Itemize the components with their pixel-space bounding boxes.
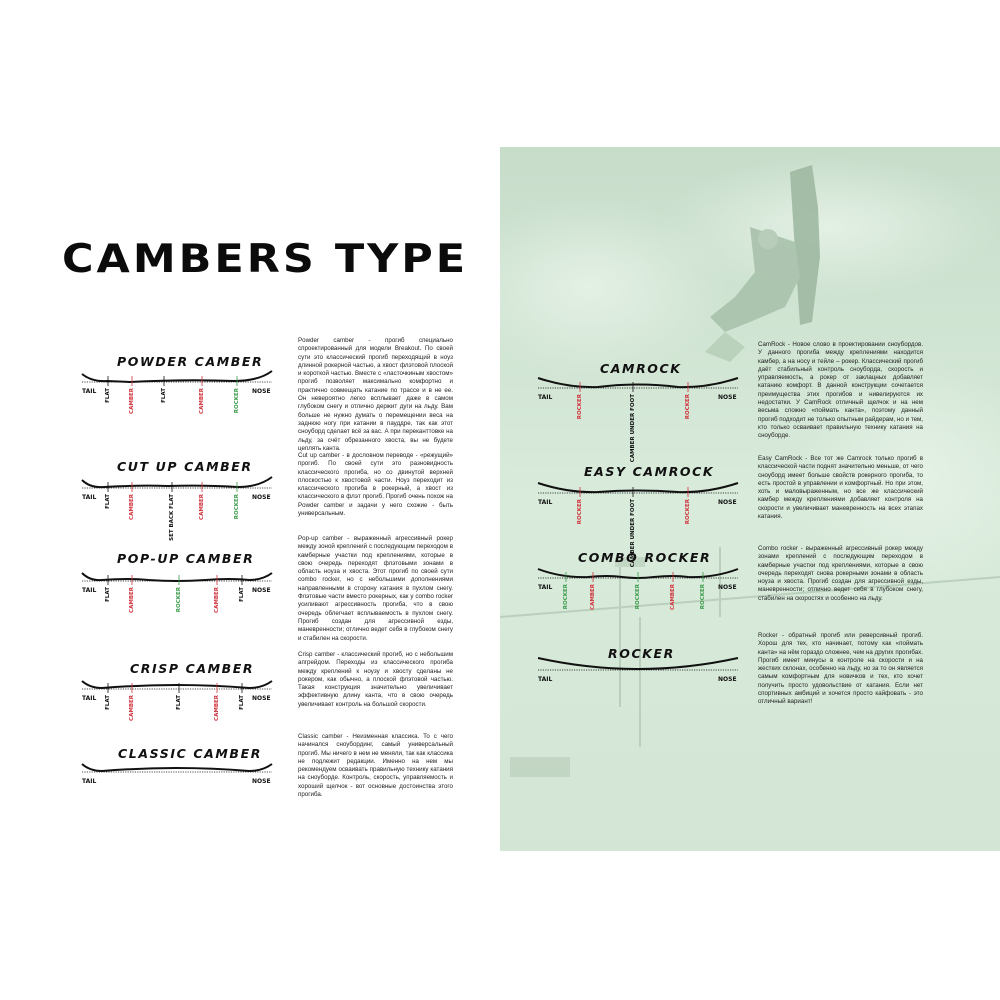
board-profile [82, 371, 272, 382]
camber-description-cutup: Cut up camber - в дословном переводе - «режущий» прогиб. По своей сути это разновидность классического прогиба, но со двинутой верхней плоскостью к хвостовой части. Ноуз переходит из классического прогиба в рокерный, а хвост из классического в флэт прогиб. Прогиб очень похож на Powder camber и задачи у него схожие - быть универсальным. [298, 452, 453, 518]
zone-label: SET BACK FLAT [169, 494, 175, 541]
camber-description-comborocker: Combo rocker - выраженный агрессивный рокер между зонами креплений с последующим переходом в камберные участки под креплениями, которые в свою очередь переходят снова рокерными зонами в область ноуза и хвоста. Прогиб создан для агрессивной езды, маневренности; отлично ведет себя в глубоком снегу, стабилен на скоростях и особенно на льду. [758, 545, 923, 602]
zone-label: ROCKER [234, 494, 240, 520]
camber-diagram-camrock [538, 378, 738, 418]
board-profile [538, 378, 738, 387]
camber-title-easycamrock: EASY CAMROCK [584, 464, 715, 479]
tail-label: TAIL [82, 494, 97, 501]
zone-label: ROCKER [635, 584, 641, 610]
nose-label: NOSE [718, 584, 737, 591]
zone-label: CAMBER [590, 584, 596, 610]
zone-label: FLAT [176, 695, 182, 710]
zone-label: FLAT [239, 695, 245, 710]
zone-label: ROCKER [685, 499, 691, 525]
zone-label: ROCKER [563, 584, 569, 610]
nose-label: NOSE [718, 676, 737, 683]
camber-description-powder: Powder camber - прогиб специально спроектированный для модели Breakout. По своей сути это классический прогиб переходящий в ноуз длинной рокерной частью, а хвост флэтовой плоской и короткой частью. Вместе с «ласточкиным хвостом» прогиб позволяет максимально комфортно и практично совмещать катание по трассе и в не ее. Он невероятно легко всплывает даже в самом глубоком снегу и отлично держит дуги на льду. Вам больше не нужно думать о перемещении веса на заднюю ногу при катании в пауддре, так как этот сноуборд сделает всё за вас. А при переканттовке на льду, за счёт обрезанного хвоста, вы не будете цеплять канта. [298, 337, 453, 452]
tail-label: TAIL [538, 499, 553, 506]
nose-label: NOSE [252, 778, 271, 785]
camber-title-rocker: ROCKER [608, 646, 675, 661]
zone-label: CAMBER UNDER FOOT [630, 499, 636, 568]
zone-label: FLAT [105, 695, 111, 710]
camber-description-easycamrock: Easy CamRock - Все тот же Camrock только прогиб в классической части поднят значительно меньше, от чего сноуборд имеет больше свойств рокерного прогиба, то есть простой в управлении и комфортный. Но при этом, хоть и маловыраженным, но все же классический камбер между креплениями добавляет контроля на скорости и увеличивает маневренность на всех этапах катания. [758, 455, 923, 521]
tail-label: TAIL [82, 587, 97, 594]
zone-label: CAMBER [199, 494, 205, 520]
zone-label: CAMBER [199, 388, 205, 414]
camber-title-cutup: CUT UP CAMBER [117, 459, 253, 474]
nose-label: NOSE [252, 388, 271, 395]
nose-label: NOSE [252, 587, 271, 594]
zone-label: CAMBER [670, 584, 676, 610]
camber-diagram-classic [82, 762, 272, 802]
tail-label: TAIL [82, 388, 97, 395]
board-profile [538, 658, 738, 669]
camber-description-classic: Classic camber - Неизменная классика. То с чего начинался сноубординг, самый универсальный прогиб. Мы ничего в нем не меняли, так как классика не подлежит редакции. Именно на нем мы рекомендуем осваивать правильную технику катания на сноуборде. Контроль, скорость, управляемость и хороший щелчок - вот основные достоинства этого прогиба. [298, 733, 453, 799]
tail-label: TAIL [538, 584, 553, 591]
camber-description-popup: Pop-up camber - выраженный агрессивный рокер между зоной креплений с последующим переходом в камберные участки под креплениями, которые в свою очередь переходят флэтовыми зонами в область ноуза и хвоста. Этот прогиб по своей сути combo rocker, но с небольшими дополнениями направленными в сторону катания в пухлом снегу. Флэтовые части вместо рокерных, как у combo rocker усиливают агрессивность прогиба, что в свою очередь облегчает всплываемость в пухлом снегу. Прогиб создан для агрессивной езды, маневренности; отлично ведет себя в глубоком снегу и стабилен на скорости. [298, 535, 453, 642]
zone-label: ROCKER [577, 394, 583, 420]
zone-label: ROCKER [685, 394, 691, 420]
zone-label: CAMBER [129, 494, 135, 520]
zone-label: CAMBER UNDER FOOT [630, 394, 636, 463]
nose-label: NOSE [252, 494, 271, 501]
tail-label: TAIL [538, 394, 553, 401]
zone-label: ROCKER [234, 388, 240, 414]
board-profile [82, 573, 272, 581]
tail-label: TAIL [538, 676, 553, 683]
zone-label: CAMBER [129, 587, 135, 613]
board-profile [82, 681, 272, 688]
zone-label: FLAT [161, 388, 167, 403]
zone-label: FLAT [105, 587, 111, 602]
zone-label: CAMBER [129, 695, 135, 721]
board-profile [82, 477, 272, 487]
zone-label: FLAT [105, 388, 111, 403]
nose-label: NOSE [718, 394, 737, 401]
zone-label: FLAT [239, 587, 245, 602]
zone-label: ROCKER [176, 587, 182, 613]
tail-label: TAIL [82, 778, 97, 785]
camber-title-powder: POWDER CAMBER [117, 354, 264, 369]
tail-label: TAIL [82, 695, 97, 702]
zone-label: CAMBER [214, 587, 220, 613]
camber-title-popup: POP-UP CAMBER [117, 551, 255, 566]
board-profile [82, 764, 272, 771]
nose-label: NOSE [718, 499, 737, 506]
nose-label: NOSE [252, 695, 271, 702]
camber-title-classic: CLASSIC CAMBER [118, 746, 262, 761]
zone-label: ROCKER [577, 499, 583, 525]
camber-description-crisp: Crisp camber - классический прогиб, но с небольшим апгрейдом. Переходы из классического прогиба между креплений к ноузу и хвосту сделаны не рокером, как обычно, а плоской флэтовой частью. Такая конструкция значительно увеличивает эффективную длину канта, что в свою очередь увеличивает контроль на большой скорости. [298, 651, 453, 708]
board-profile [538, 483, 738, 492]
camber-description-rocker: Rocker - обратный прогиб или реверсивный прогиб. Хорош для тех, кто начинает, потому как «поймать канта» на нём гораздо сложнее, чем на других прогибах. Прогиб имеет минусы в контроле на скорости и на жестких склонах, особенно на льду, но за то он является самым комфортным для новичков и тех, кто хочет получить просто удовольствие от катания. Если нет спортивных амбиций и хочется просто кайфовать - это отличный вариант! [758, 632, 923, 706]
camber-title-camrock: CAMROCK [600, 361, 682, 376]
zone-label: CAMBER [129, 388, 135, 414]
page-title: CAMBERS TYPE [62, 236, 469, 282]
camber-diagram-rocker [538, 660, 738, 700]
camber-description-camrock: CamRock - Новое слово в проектировании сноубордов. У данного прогиба между креплениями находится камбер, а на носу и тейле – рокер. Классический прогиб даёт стабильный контроль сноуборда, скорость и управляемость, а рокер от заклацных добавляет катанию комфорт. В данной конструкции сочетается преимущества этих прогибов и нивелируются их недостатки. У CamRock отличный щелчок и на нем весьма сложно «поймать канта», поэтому данный прогиб подходит не только опытным райдерам, но и тем, кто только осваивает правильную технику катания на сноуборде. [758, 341, 923, 440]
zone-label: FLAT [105, 494, 111, 509]
camber-title-crisp: CRISP CAMBER [130, 661, 255, 676]
camber-title-comborocker: COMBO ROCKER [578, 550, 712, 565]
zone-label: ROCKER [700, 584, 706, 610]
zone-label: CAMBER [214, 695, 220, 721]
camber-diagram-easycamrock [538, 483, 738, 523]
